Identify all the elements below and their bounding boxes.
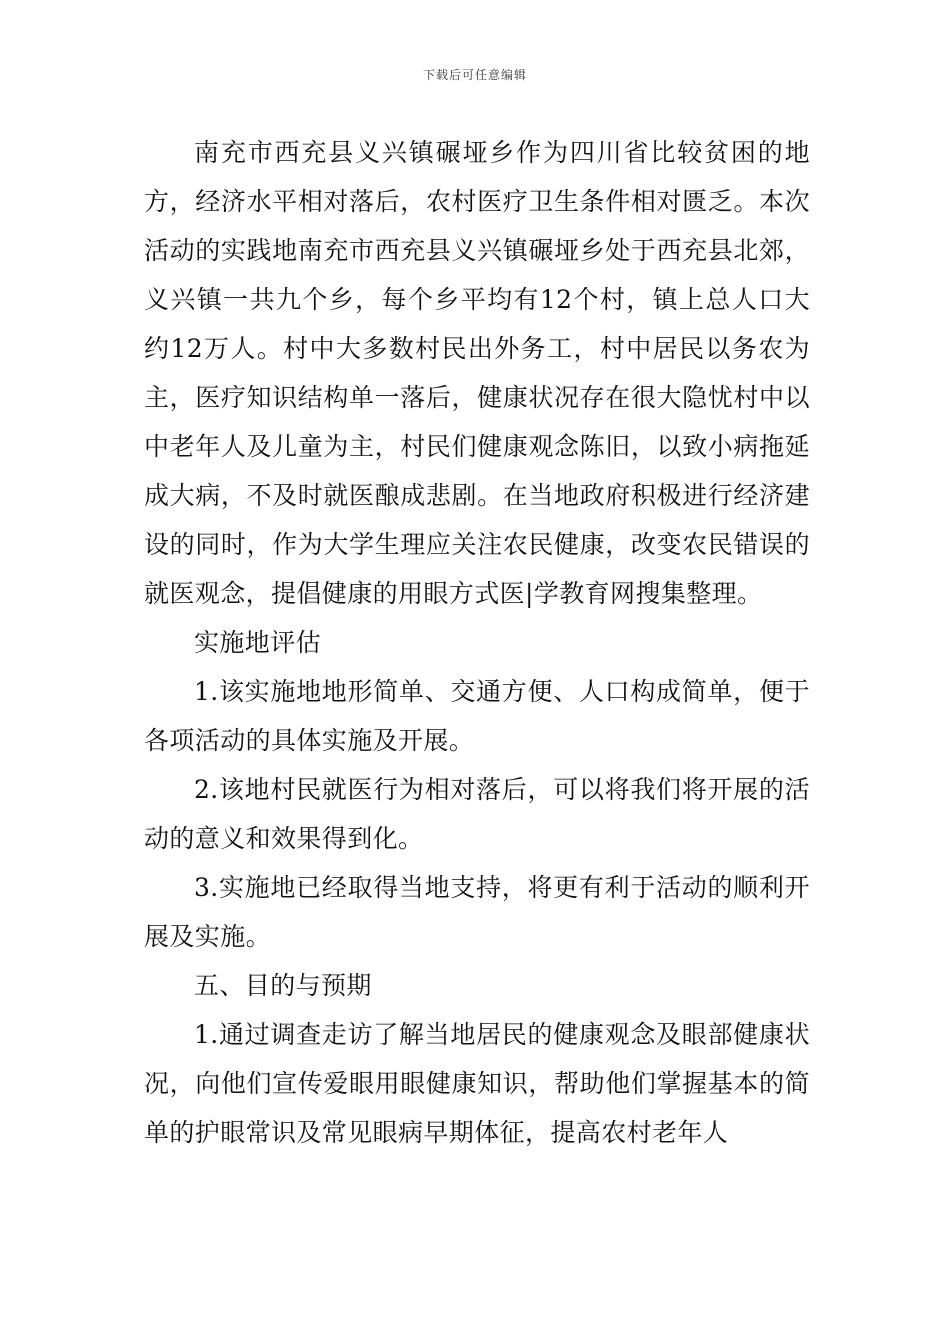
- paragraph-assessment-3: 3.实施地已经取得当地支持，将更有利于活动的顺利开展及实施。: [144, 873, 810, 951]
- paragraph-assessment-1: 1.该实施地地形简单、交通方便、人口构成简单，便于各项活动的具体实施及开展。: [144, 677, 810, 755]
- heading-goals: 五、目的与预期: [194, 971, 372, 1000]
- paragraph-goal-1: 1.通过调查走访了解当地居民的健康观念及眼部健康状况，向他们宣传爱眼用眼健康知识，帮助他们掌握基本的简单的护眼常识及常见眼病早期体征，提高农村老年人: [144, 1020, 810, 1147]
- heading-site-assessment: 实施地评估: [194, 628, 322, 657]
- paragraph-background: 南充市西充县义兴镇碾垭乡作为四川省比较贫困的地方，经济水平相对落后，农村医疗卫生条件相对匮乏。本次活动的实践地南充市西充县义兴镇碾垭乡处于西充县北郊，义兴镇一共九个乡，每个乡平均有12个村，镇上总人口大约12万人。村中大多数村民出外务工，村中居民以务农为主，医疗知识结构单一落后，健康状况存在很大隐忧村中以中老年人及儿童为主，村民们健康观念陈旧，以致小病拖延成大病，不及时就医酿成悲剧。在当地政府积极进行经济建设的同时，作为大学生理应关注农民健康，改变农民错误的就医观念，提倡健康的用眼方式医|学教育网搜集整理。: [144, 138, 810, 608]
- paragraph-assessment-2: 2.该地村民就医行为相对落后，可以将我们将开展的活动的意义和效果得到化。: [144, 775, 810, 853]
- document-body: [144, 128, 810, 1157]
- page-header: 下载后可任意编辑: [422, 68, 527, 82]
